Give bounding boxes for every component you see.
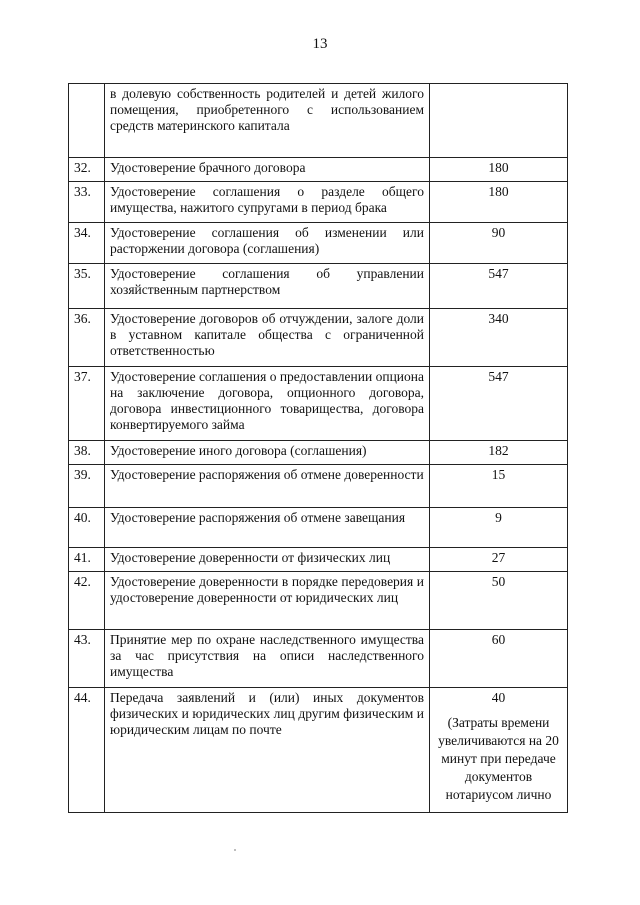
table-row [69,309,568,367]
row-description: Удостоверение доверенности в порядке передоверия и удостоверение доверенности от юридических лиц [105,572,430,630]
table-row [69,367,568,441]
table-row [69,264,568,309]
page-number: 13 [312,36,328,52]
row-number: 43. [69,630,105,688]
row-fee-note: (Затраты времени увеличиваются на 20 минут при передаче документов нотариусом лично [438,715,559,802]
row-number: 37. [69,367,105,441]
row-description: Передача заявлений и (или) иных документов физических и юридических лиц другим физическим и юридическим лицам по почте [105,688,430,813]
row-description: Удостоверение иного договора (соглашения) [105,441,430,465]
table-row [69,572,568,630]
row-number: 44. [69,688,105,813]
row-fee: 50 [430,572,568,630]
row-fee: 180 [430,182,568,223]
row-description: Удостоверение договоров об отчуждении, залоге доли в уставном капитале общества с ограниченной ответственностью [105,309,430,367]
scan-speck [234,849,236,851]
table-row [69,223,568,264]
row-number: 32. [69,158,105,182]
table-row [69,441,568,465]
row-fee: 547 [430,264,568,309]
table-row [69,182,568,223]
row-fee: 340 [430,309,568,367]
row-number [69,84,105,158]
row-description: Принятие мер по охране наследственного имущества за час присутствия на описи наследственного имущества [105,630,430,688]
table-row [69,630,568,688]
row-number: 35. [69,264,105,309]
row-description: в долевую собственность родителей и детей жилого помещения, приобретенного с использованием средств материнского капитала [105,84,430,158]
row-description: Удостоверение распоряжения об отмене завещания [105,508,430,548]
row-number: 36. [69,309,105,367]
row-fee: 547 [430,367,568,441]
row-description: Удостоверение соглашения о предоставлении опциона на заключение договора, опционного договора, договора инвестиционного товарищества, договора конвертируемого займа [105,367,430,441]
table-row [69,158,568,182]
row-fee: 15 [430,465,568,508]
row-fee: 90 [430,223,568,264]
row-fee: 27 [430,548,568,572]
table-row [69,548,568,572]
row-fee-cell [430,688,568,813]
table-row [69,465,568,508]
row-number: 42. [69,572,105,630]
table-row [69,84,568,158]
row-fee: 9 [430,508,568,548]
row-number: 39. [69,465,105,508]
row-description: Удостоверение соглашения о разделе общего имущества, нажитого супругами в период брака [105,182,430,223]
fee-table [68,83,568,813]
table-row [69,688,568,813]
row-description: Удостоверение соглашения об управлении хозяйственным партнерством [105,264,430,309]
row-description: Удостоверение соглашения об изменении или расторжении договора (соглашения) [105,223,430,264]
row-fee: 40 [491,690,506,705]
row-number: 41. [69,548,105,572]
table-row [69,508,568,548]
row-number: 40. [69,508,105,548]
row-description: Удостоверение брачного договора [105,158,430,182]
row-description: Удостоверение доверенности от физических лиц [105,548,430,572]
row-number: 38. [69,441,105,465]
row-description: Удостоверение распоряжения об отмене доверенности [105,465,430,508]
row-fee [430,84,568,158]
row-number: 33. [69,182,105,223]
row-number: 34. [69,223,105,264]
row-fee: 60 [430,630,568,688]
row-fee: 180 [430,158,568,182]
row-fee: 182 [430,441,568,465]
